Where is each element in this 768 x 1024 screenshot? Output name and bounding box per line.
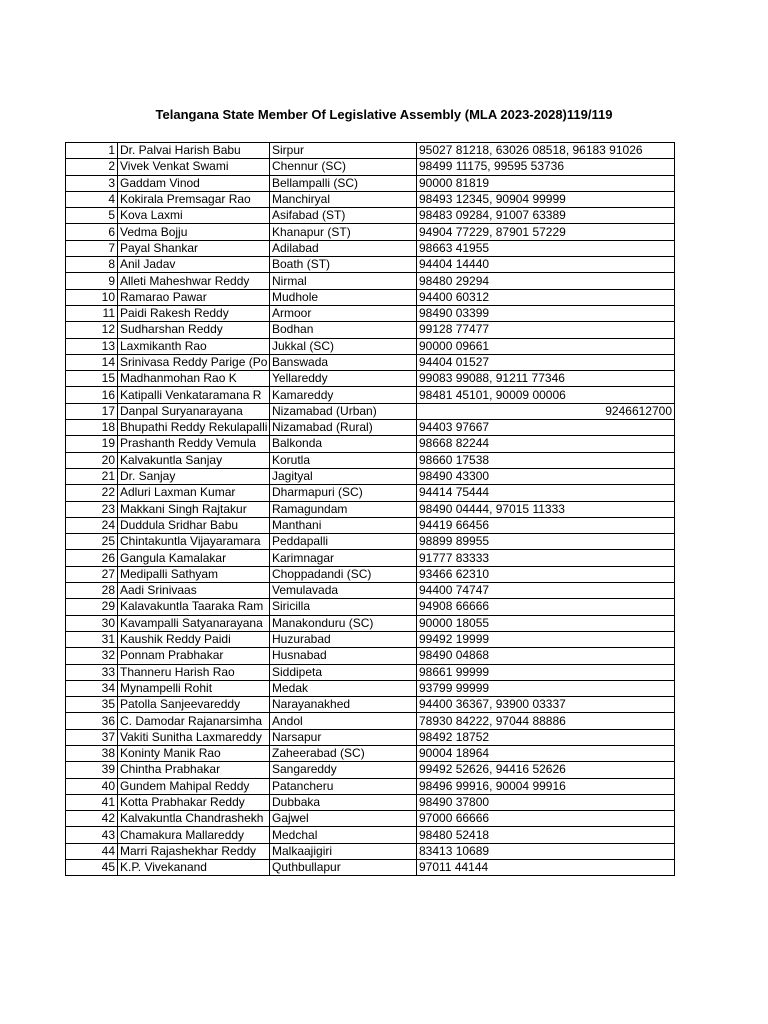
serial-number-cell: 13 bbox=[66, 338, 118, 354]
member-name-cell: Ramarao Pawar bbox=[118, 289, 270, 305]
table-row bbox=[66, 159, 675, 175]
member-name-cell: Duddula Sridhar Babu bbox=[118, 517, 270, 533]
member-name-cell: Vivek Venkat Swami bbox=[118, 159, 270, 175]
table-row bbox=[66, 827, 675, 843]
table-row bbox=[66, 860, 675, 876]
constituency-cell: Manakonduru (SC) bbox=[270, 615, 417, 631]
serial-number-cell: 26 bbox=[66, 550, 118, 566]
phone-cell: 83413 10689 bbox=[417, 843, 675, 859]
constituency-cell: Patancheru bbox=[270, 778, 417, 794]
table-row bbox=[66, 338, 675, 354]
serial-number-cell: 40 bbox=[66, 778, 118, 794]
member-name-cell: Patolla Sanjeevareddy bbox=[118, 697, 270, 713]
constituency-cell: Banswada bbox=[270, 354, 417, 370]
serial-number-cell: 19 bbox=[66, 436, 118, 452]
constituency-cell: Nirmal bbox=[270, 273, 417, 289]
table-row bbox=[66, 403, 675, 419]
table-row bbox=[66, 811, 675, 827]
serial-number-cell: 6 bbox=[66, 224, 118, 240]
member-name-cell: Laxmikanth Rao bbox=[118, 338, 270, 354]
table-row bbox=[66, 794, 675, 810]
table-row bbox=[66, 713, 675, 729]
member-name-cell: Anil Jadav bbox=[118, 257, 270, 273]
member-name-cell: Chamakura Mallareddy bbox=[118, 827, 270, 843]
serial-number-cell: 38 bbox=[66, 745, 118, 761]
serial-number-cell: 33 bbox=[66, 664, 118, 680]
member-name-cell: C. Damodar Rajanarsimha bbox=[118, 713, 270, 729]
phone-cell: 90000 09661 bbox=[417, 338, 675, 354]
serial-number-cell: 18 bbox=[66, 420, 118, 436]
serial-number-cell: 34 bbox=[66, 680, 118, 696]
phone-cell: 98490 03399 bbox=[417, 305, 675, 321]
table-row bbox=[66, 631, 675, 647]
phone-cell: 99128 77477 bbox=[417, 322, 675, 338]
phone-cell: 98490 04444, 97015 11333 bbox=[417, 501, 675, 517]
phone-cell: 98490 04868 bbox=[417, 648, 675, 664]
serial-number-cell: 14 bbox=[66, 354, 118, 370]
table-row bbox=[66, 648, 675, 664]
document-title: Telangana State Member Of Legislative Assembly (MLA 2023-2028)119/119 bbox=[155, 107, 613, 122]
phone-cell: 97011 44144 bbox=[417, 860, 675, 876]
mla-table-body bbox=[66, 143, 675, 876]
phone-cell: 94414 75444 bbox=[417, 485, 675, 501]
constituency-cell: Narayanakhed bbox=[270, 697, 417, 713]
table-row bbox=[66, 745, 675, 761]
phone-cell: 98490 43300 bbox=[417, 468, 675, 484]
member-name-cell: Kokirala Premsagar Rao bbox=[118, 191, 270, 207]
serial-number-cell: 24 bbox=[66, 517, 118, 533]
serial-number-cell: 30 bbox=[66, 615, 118, 631]
phone-cell: 94419 66456 bbox=[417, 517, 675, 533]
member-name-cell: Payal Shankar bbox=[118, 240, 270, 256]
constituency-cell: Manthani bbox=[270, 517, 417, 533]
constituency-cell: Vemulavada bbox=[270, 583, 417, 599]
table-row bbox=[66, 354, 675, 370]
constituency-cell: Quthbullapur bbox=[270, 860, 417, 876]
table-row bbox=[66, 729, 675, 745]
serial-number-cell: 44 bbox=[66, 843, 118, 859]
serial-number-cell: 7 bbox=[66, 240, 118, 256]
constituency-cell: Medchal bbox=[270, 827, 417, 843]
phone-cell: 98480 29294 bbox=[417, 273, 675, 289]
member-name-cell: Gangula Kamalakar bbox=[118, 550, 270, 566]
member-name-cell: Sudharshan Reddy bbox=[118, 322, 270, 338]
constituency-cell: Jukkal (SC) bbox=[270, 338, 417, 354]
mla-table bbox=[65, 142, 675, 876]
constituency-cell: Khanapur (ST) bbox=[270, 224, 417, 240]
phone-cell: 90000 81819 bbox=[417, 175, 675, 191]
serial-number-cell: 43 bbox=[66, 827, 118, 843]
member-name-cell: Prashanth Reddy Vemula bbox=[118, 436, 270, 452]
table-row bbox=[66, 273, 675, 289]
serial-number-cell: 37 bbox=[66, 729, 118, 745]
constituency-cell: Adilabad bbox=[270, 240, 417, 256]
table-row bbox=[66, 566, 675, 582]
serial-number-cell: 9 bbox=[66, 273, 118, 289]
member-name-cell: Ponnam Prabhakar bbox=[118, 648, 270, 664]
constituency-cell: Bellampalli (SC) bbox=[270, 175, 417, 191]
phone-cell: 97000 66666 bbox=[417, 811, 675, 827]
constituency-cell: Asifabad (ST) bbox=[270, 208, 417, 224]
member-name-cell: Gaddam Vinod bbox=[118, 175, 270, 191]
member-name-cell: Kalvakuntla Sanjay bbox=[118, 452, 270, 468]
member-name-cell: Madhanmohan Rao K bbox=[118, 371, 270, 387]
table-row bbox=[66, 387, 675, 403]
member-name-cell: Adluri Laxman Kumar bbox=[118, 485, 270, 501]
serial-number-cell: 16 bbox=[66, 387, 118, 403]
table-row bbox=[66, 436, 675, 452]
member-name-cell: Marri Rajashekhar Reddy bbox=[118, 843, 270, 859]
constituency-cell: Chennur (SC) bbox=[270, 159, 417, 175]
table-row bbox=[66, 517, 675, 533]
constituency-cell: Nizamabad (Rural) bbox=[270, 420, 417, 436]
phone-cell: 99083 99088, 91211 77346 bbox=[417, 371, 675, 387]
phone-cell: 94400 60312 bbox=[417, 289, 675, 305]
table-row bbox=[66, 599, 675, 615]
constituency-cell: Boath (ST) bbox=[270, 257, 417, 273]
serial-number-cell: 42 bbox=[66, 811, 118, 827]
phone-cell: 98499 11175, 99595 53736 bbox=[417, 159, 675, 175]
constituency-cell: Gajwel bbox=[270, 811, 417, 827]
serial-number-cell: 20 bbox=[66, 452, 118, 468]
member-name-cell: Kalavakuntla Taaraka Ram bbox=[118, 599, 270, 615]
constituency-cell: Yellareddy bbox=[270, 371, 417, 387]
constituency-cell: Manchiryal bbox=[270, 191, 417, 207]
constituency-cell: Armoor bbox=[270, 305, 417, 321]
table-row bbox=[66, 371, 675, 387]
constituency-cell: Malkaajigiri bbox=[270, 843, 417, 859]
phone-cell: 98481 45101, 90009 00006 bbox=[417, 387, 675, 403]
serial-number-cell: 22 bbox=[66, 485, 118, 501]
table-row bbox=[66, 175, 675, 191]
phone-cell: 98899 89955 bbox=[417, 534, 675, 550]
phone-cell: 9246612700 bbox=[417, 403, 675, 419]
phone-cell: 94403 97667 bbox=[417, 420, 675, 436]
phone-cell: 98663 41955 bbox=[417, 240, 675, 256]
member-name-cell: K.P. Vivekanand bbox=[118, 860, 270, 876]
table-row bbox=[66, 534, 675, 550]
member-name-cell: Chintakuntla Vijayaramara bbox=[118, 534, 270, 550]
phone-cell: 98493 12345, 90904 99999 bbox=[417, 191, 675, 207]
member-name-cell: Thanneru Harish Rao bbox=[118, 664, 270, 680]
constituency-cell: Andol bbox=[270, 713, 417, 729]
phone-cell: 99492 19999 bbox=[417, 631, 675, 647]
serial-number-cell: 45 bbox=[66, 860, 118, 876]
serial-number-cell: 4 bbox=[66, 191, 118, 207]
phone-cell: 94400 74747 bbox=[417, 583, 675, 599]
serial-number-cell: 8 bbox=[66, 257, 118, 273]
table-row bbox=[66, 664, 675, 680]
member-name-cell: Dr. Sanjay bbox=[118, 468, 270, 484]
constituency-cell: Siddipeta bbox=[270, 664, 417, 680]
serial-number-cell: 11 bbox=[66, 305, 118, 321]
table-row bbox=[66, 468, 675, 484]
phone-cell: 98490 37800 bbox=[417, 794, 675, 810]
serial-number-cell: 2 bbox=[66, 159, 118, 175]
constituency-cell: Peddapalli bbox=[270, 534, 417, 550]
serial-number-cell: 31 bbox=[66, 631, 118, 647]
member-name-cell: Bhupathi Reddy Rekulapalli bbox=[118, 420, 270, 436]
phone-cell: 94404 01527 bbox=[417, 354, 675, 370]
constituency-cell: Nizamabad (Urban) bbox=[270, 403, 417, 419]
member-name-cell: Katipalli Venkataramana R bbox=[118, 387, 270, 403]
constituency-cell: Narsapur bbox=[270, 729, 417, 745]
serial-number-cell: 25 bbox=[66, 534, 118, 550]
serial-number-cell: 3 bbox=[66, 175, 118, 191]
constituency-cell: Dubbaka bbox=[270, 794, 417, 810]
constituency-cell: Karimnagar bbox=[270, 550, 417, 566]
member-name-cell: Chintha Prabhakar bbox=[118, 762, 270, 778]
table-row bbox=[66, 778, 675, 794]
member-name-cell: Dr. Palvai Harish Babu bbox=[118, 143, 270, 159]
serial-number-cell: 41 bbox=[66, 794, 118, 810]
member-name-cell: Aadi Srinivaas bbox=[118, 583, 270, 599]
serial-number-cell: 23 bbox=[66, 501, 118, 517]
phone-cell: 98480 52418 bbox=[417, 827, 675, 843]
serial-number-cell: 15 bbox=[66, 371, 118, 387]
table-row bbox=[66, 452, 675, 468]
constituency-cell: Balkonda bbox=[270, 436, 417, 452]
member-name-cell: Kotta Prabhakar Reddy bbox=[118, 794, 270, 810]
phone-cell: 98668 82244 bbox=[417, 436, 675, 452]
constituency-cell: Zaheerabad (SC) bbox=[270, 745, 417, 761]
serial-number-cell: 1 bbox=[66, 143, 118, 159]
member-name-cell: Kaushik Reddy Paidi bbox=[118, 631, 270, 647]
member-name-cell: Gundem Mahipal Reddy bbox=[118, 778, 270, 794]
table-row bbox=[66, 305, 675, 321]
constituency-cell: Husnabad bbox=[270, 648, 417, 664]
table-row bbox=[66, 762, 675, 778]
serial-number-cell: 36 bbox=[66, 713, 118, 729]
member-name-cell: Vakiti Sunitha Laxmareddy bbox=[118, 729, 270, 745]
constituency-cell: Kamareddy bbox=[270, 387, 417, 403]
constituency-cell: Siricilla bbox=[270, 599, 417, 615]
table-row bbox=[66, 485, 675, 501]
constituency-cell: Ramagundam bbox=[270, 501, 417, 517]
member-name-cell: Koninty Manik Rao bbox=[118, 745, 270, 761]
phone-cell: 91777 83333 bbox=[417, 550, 675, 566]
member-name-cell: Mynampelli Rohit bbox=[118, 680, 270, 696]
serial-number-cell: 27 bbox=[66, 566, 118, 582]
constituency-cell: Jagityal bbox=[270, 468, 417, 484]
phone-cell: 94400 36367, 93900 03337 bbox=[417, 697, 675, 713]
serial-number-cell: 29 bbox=[66, 599, 118, 615]
phone-cell: 93466 62310 bbox=[417, 566, 675, 582]
constituency-cell: Korutla bbox=[270, 452, 417, 468]
member-name-cell: Kova Laxmi bbox=[118, 208, 270, 224]
constituency-cell: Choppadandi (SC) bbox=[270, 566, 417, 582]
member-name-cell: Makkani Singh Rajtakur bbox=[118, 501, 270, 517]
serial-number-cell: 39 bbox=[66, 762, 118, 778]
serial-number-cell: 35 bbox=[66, 697, 118, 713]
member-name-cell: Alleti Maheshwar Reddy bbox=[118, 273, 270, 289]
phone-cell: 90004 18964 bbox=[417, 745, 675, 761]
phone-cell: 98483 09284, 91007 63389 bbox=[417, 208, 675, 224]
table-row bbox=[66, 680, 675, 696]
constituency-cell: Sangareddy bbox=[270, 762, 417, 778]
member-name-cell: Vedma Bojju bbox=[118, 224, 270, 240]
phone-cell: 94904 77229, 87901 57229 bbox=[417, 224, 675, 240]
member-name-cell: Kavampalli Satyanarayana bbox=[118, 615, 270, 631]
phone-cell: 94404 14440 bbox=[417, 257, 675, 273]
phone-cell: 90000 18055 bbox=[417, 615, 675, 631]
member-name-cell: Medipalli Sathyam bbox=[118, 566, 270, 582]
phone-cell: 98661 99999 bbox=[417, 664, 675, 680]
table-row bbox=[66, 240, 675, 256]
table-row bbox=[66, 208, 675, 224]
constituency-cell: Bodhan bbox=[270, 322, 417, 338]
phone-cell: 98492 18752 bbox=[417, 729, 675, 745]
phone-cell: 99492 52626, 94416 52626 bbox=[417, 762, 675, 778]
phone-cell: 78930 84222, 97044 88886 bbox=[417, 713, 675, 729]
phone-cell: 98496 99916, 90004 99916 bbox=[417, 778, 675, 794]
serial-number-cell: 12 bbox=[66, 322, 118, 338]
table-row bbox=[66, 843, 675, 859]
phone-cell: 98660 17538 bbox=[417, 452, 675, 468]
member-name-cell: Paidi Rakesh Reddy bbox=[118, 305, 270, 321]
serial-number-cell: 10 bbox=[66, 289, 118, 305]
table-row bbox=[66, 257, 675, 273]
table-row bbox=[66, 224, 675, 240]
phone-cell: 93799 99999 bbox=[417, 680, 675, 696]
table-row bbox=[66, 550, 675, 566]
constituency-cell: Medak bbox=[270, 680, 417, 696]
serial-number-cell: 32 bbox=[66, 648, 118, 664]
phone-cell: 94908 66666 bbox=[417, 599, 675, 615]
table-row bbox=[66, 583, 675, 599]
table-row bbox=[66, 420, 675, 436]
serial-number-cell: 5 bbox=[66, 208, 118, 224]
member-name-cell: Danpal Suryanarayana bbox=[118, 403, 270, 419]
serial-number-cell: 28 bbox=[66, 583, 118, 599]
constituency-cell: Dharmapuri (SC) bbox=[270, 485, 417, 501]
serial-number-cell: 17 bbox=[66, 403, 118, 419]
serial-number-cell: 21 bbox=[66, 468, 118, 484]
table-row bbox=[66, 615, 675, 631]
member-name-cell: Kalvakuntla Chandrashekh bbox=[118, 811, 270, 827]
phone-cell: 95027 81218, 63026 08518, 96183 91026 bbox=[417, 143, 675, 159]
table-row bbox=[66, 322, 675, 338]
constituency-cell: Sirpur bbox=[270, 143, 417, 159]
table-row bbox=[66, 501, 675, 517]
constituency-cell: Huzurabad bbox=[270, 631, 417, 647]
member-name-cell: Srinivasa Reddy Parige (Po bbox=[118, 354, 270, 370]
constituency-cell: Mudhole bbox=[270, 289, 417, 305]
table-row bbox=[66, 289, 675, 305]
table-row bbox=[66, 697, 675, 713]
table-row bbox=[66, 143, 675, 159]
table-row bbox=[66, 191, 675, 207]
